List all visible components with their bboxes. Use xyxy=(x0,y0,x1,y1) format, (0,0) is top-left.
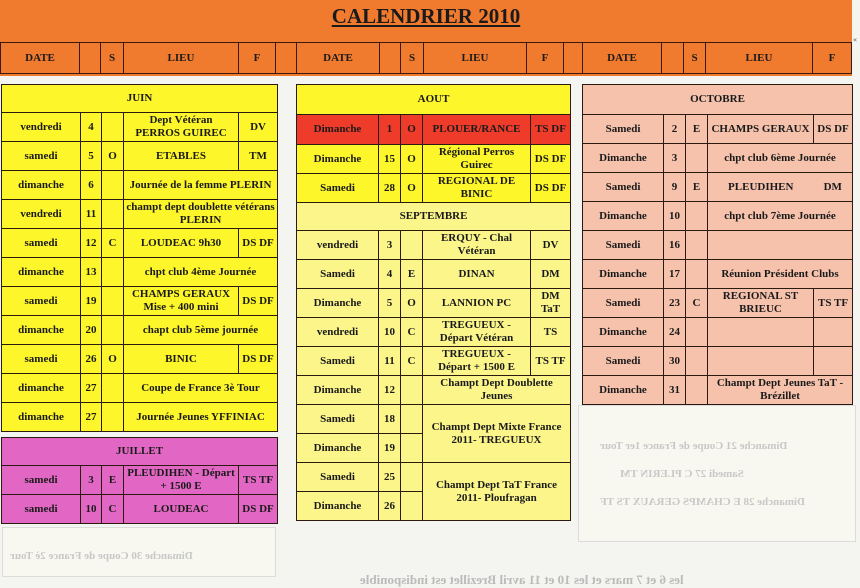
event-date: 3 xyxy=(379,231,401,260)
event-day: Samedi xyxy=(583,115,664,144)
event-lieu: Dept Vétéran PERROS GUIREC xyxy=(124,113,239,142)
event-lieu: Champt Dept Doublette Jeunes xyxy=(423,376,571,405)
header-blank-1 xyxy=(79,42,101,74)
event-lieu: Champt Dept Jeunes TaT - Brézillet xyxy=(708,376,853,405)
event-lieu xyxy=(708,231,853,260)
event-lieu xyxy=(708,318,814,347)
event-date: 3 xyxy=(664,144,686,173)
event-day: Samedi xyxy=(583,289,664,318)
event-date: 19 xyxy=(81,287,102,316)
header-date-1: DATE xyxy=(0,42,80,74)
event-s: C xyxy=(686,289,708,318)
event-lieu: Réunion Président Clubs xyxy=(708,260,853,289)
event-lieu: REGIONAL ST BRIEUC xyxy=(708,289,814,318)
event-date: 27 xyxy=(81,403,102,432)
event-row xyxy=(297,231,571,260)
event-date: 17 xyxy=(664,260,686,289)
event-day: Dimanche xyxy=(583,260,664,289)
event-day: Samedi xyxy=(297,463,379,492)
bleedthrough-text: Dimanche 28 E CHAMPS GERAUX TS TF xyxy=(600,496,805,508)
event-row xyxy=(297,463,571,492)
event-date: 1 xyxy=(379,115,401,145)
event-f: DS DF xyxy=(239,345,278,374)
event-row xyxy=(297,260,571,289)
event-s xyxy=(686,202,708,231)
event-s xyxy=(102,258,124,287)
event-s xyxy=(686,260,708,289)
event-row xyxy=(2,229,278,258)
event-date: 24 xyxy=(664,318,686,347)
event-lieu: chpt club 4ème Journée xyxy=(124,258,278,287)
event-day: dimanche xyxy=(2,374,81,403)
event-row xyxy=(2,258,278,287)
event-day: samedi xyxy=(2,142,81,171)
event-date: 10 xyxy=(664,202,686,231)
event-day: Samedi xyxy=(297,174,379,203)
event-f: DS DF xyxy=(531,174,571,203)
corner-mark: « xyxy=(853,35,857,44)
event-row xyxy=(2,495,278,524)
event-date: 5 xyxy=(81,142,102,171)
month-table-juin xyxy=(1,84,278,432)
event-day: Samedi xyxy=(297,347,379,376)
event-date: 2 xyxy=(664,115,686,144)
event-f xyxy=(814,318,853,347)
event-f: TS DF xyxy=(531,115,571,145)
event-s: C xyxy=(102,229,124,258)
event-row xyxy=(297,376,571,405)
event-row xyxy=(297,145,571,174)
month-heading: JUIN xyxy=(2,85,278,113)
event-day: dimanche xyxy=(2,171,81,200)
event-date: 11 xyxy=(379,347,401,376)
event-date: 25 xyxy=(379,463,401,492)
event-date: 12 xyxy=(379,376,401,405)
event-date: 20 xyxy=(81,316,102,345)
event-lieu: LANNION PC xyxy=(423,289,531,318)
month-heading: OCTOBRE xyxy=(583,85,853,115)
bleedthrough-text: Dimanche 21 Coupe de France 1er Tour xyxy=(600,440,788,452)
event-s xyxy=(102,316,124,345)
event-date: 31 xyxy=(664,376,686,405)
event-lieu: chpt club 7ème Journée xyxy=(708,202,853,231)
event-lieu: REGIONAL DE BINIC xyxy=(423,174,531,203)
event-row xyxy=(297,347,571,376)
event-lieu: BINIC xyxy=(124,345,239,374)
month-heading: JUILLET xyxy=(2,438,278,466)
header-blank-2 xyxy=(379,42,401,74)
event-s xyxy=(686,347,708,376)
event-date: 10 xyxy=(81,495,102,524)
event-date: 4 xyxy=(379,260,401,289)
event-f: TS TF xyxy=(239,466,278,495)
event-lieu: chapt club 5ème journée xyxy=(124,316,278,345)
event-f: TM xyxy=(239,142,278,171)
event-f: DS DF xyxy=(239,495,278,524)
event-row xyxy=(2,142,278,171)
event-date: 26 xyxy=(379,492,401,521)
month-heading: AOUT xyxy=(297,85,571,115)
event-date: 11 xyxy=(81,200,102,229)
header-lieu-3: LIEU xyxy=(705,42,813,74)
event-row xyxy=(2,316,278,345)
event-day: vendredi xyxy=(297,231,379,260)
header-s-3: S xyxy=(683,42,706,74)
event-f: DM xyxy=(531,260,571,289)
event-f: DV xyxy=(531,231,571,260)
event-day: Samedi xyxy=(583,347,664,376)
event-lieu xyxy=(708,347,814,376)
event-lieu: TREGUEUX - Départ + 1500 E xyxy=(423,347,531,376)
event-lieu: PLEUDIHEN xyxy=(708,173,814,202)
event-s xyxy=(686,318,708,347)
event-f: DS DF xyxy=(239,287,278,316)
event-f: TS TF xyxy=(814,289,853,318)
page-title: CALENDRIER 2010 xyxy=(331,4,521,28)
header-blank-3 xyxy=(661,42,684,74)
event-date: 19 xyxy=(379,434,401,463)
event-f: TS TF xyxy=(531,347,571,376)
event-s: O xyxy=(401,174,423,203)
event-lieu: CHAMPS GERAUX xyxy=(708,115,814,144)
event-s xyxy=(102,374,124,403)
event-row xyxy=(2,403,278,432)
header-f-2: F xyxy=(526,42,564,74)
month-table-octobre xyxy=(582,84,853,405)
header-lieu-1: LIEU xyxy=(123,42,239,74)
event-s xyxy=(102,403,124,432)
event-s: O xyxy=(102,142,124,171)
event-s xyxy=(686,231,708,260)
event-s xyxy=(401,376,423,405)
event-s xyxy=(401,492,423,521)
header-date-2: DATE xyxy=(296,42,380,74)
event-date: 10 xyxy=(379,318,401,347)
event-f: DS DF xyxy=(814,115,853,144)
event-s: O xyxy=(401,289,423,318)
event-date: 30 xyxy=(664,347,686,376)
event-lieu: champt dept doublette vétérans PLERIN xyxy=(124,200,278,229)
event-day: Dimanche xyxy=(583,144,664,173)
event-lieu: Journée de la femme PLERIN xyxy=(124,171,278,200)
event-row xyxy=(2,171,278,200)
header-lieu-2: LIEU xyxy=(423,42,527,74)
event-lieu: PLEUDIHEN - Départ + 1500 E xyxy=(124,466,239,495)
month-heading: SEPTEMBRE xyxy=(297,203,571,231)
event-s xyxy=(102,113,124,142)
event-day: samedi xyxy=(2,287,81,316)
event-date: 15 xyxy=(379,145,401,174)
event-row xyxy=(583,173,853,202)
event-lieu: LOUDEAC xyxy=(124,495,239,524)
event-row xyxy=(583,202,853,231)
event-date: 6 xyxy=(81,171,102,200)
header-date-3: DATE xyxy=(582,42,662,74)
header-s-1: S xyxy=(100,42,124,74)
month-table-juillet xyxy=(1,437,278,524)
event-row xyxy=(583,376,853,405)
header-s-2: S xyxy=(400,42,424,74)
event-date: 28 xyxy=(379,174,401,203)
event-day: dimanche xyxy=(2,403,81,432)
bleedthrough-text: Samedi 27 C PLERIN TM xyxy=(620,468,744,480)
event-s xyxy=(102,200,124,229)
event-row xyxy=(583,347,853,376)
header-f-1: F xyxy=(238,42,276,74)
header-f-3: F xyxy=(812,42,852,74)
event-day: Samedi xyxy=(297,260,379,289)
event-day: vendredi xyxy=(2,113,81,142)
event-f: TS xyxy=(531,318,571,347)
event-s xyxy=(686,144,708,173)
event-day: Dimanche xyxy=(583,376,664,405)
bleedthrough-text: Dimanche 30 Coupe de France 2è Tour xyxy=(10,550,193,562)
header-gap-1 xyxy=(275,42,297,74)
event-date: 27 xyxy=(81,374,102,403)
event-date: 12 xyxy=(81,229,102,258)
event-day: Dimanche xyxy=(583,318,664,347)
event-day: Samedi xyxy=(297,405,379,434)
event-row xyxy=(583,144,853,173)
event-day: samedi xyxy=(2,229,81,258)
event-row xyxy=(2,113,278,142)
event-f: DS DF xyxy=(239,229,278,258)
event-s: C xyxy=(102,495,124,524)
event-s xyxy=(401,231,423,260)
event-lieu: Champt Dept TaT France 2011- Ploufragan xyxy=(423,463,571,521)
event-day: vendredi xyxy=(297,318,379,347)
event-row xyxy=(583,289,853,318)
event-s: E xyxy=(686,115,708,144)
event-row xyxy=(2,200,278,229)
event-day: Samedi xyxy=(583,231,664,260)
event-s xyxy=(686,376,708,405)
event-date: 26 xyxy=(81,345,102,374)
event-day: Dimanche xyxy=(297,434,379,463)
event-row xyxy=(297,318,571,347)
event-date: 16 xyxy=(664,231,686,260)
event-row xyxy=(2,287,278,316)
event-s: C xyxy=(401,347,423,376)
event-date: 18 xyxy=(379,405,401,434)
event-day: samedi xyxy=(2,495,81,524)
bleedthrough-footer: les 6 et 7 mars et les 10 et 11 avril Brezillet est indisponible xyxy=(360,572,684,587)
event-s xyxy=(401,434,423,463)
event-day: Dimanche xyxy=(297,115,379,145)
event-s: E xyxy=(401,260,423,289)
event-day: Dimanche xyxy=(297,376,379,405)
event-s: E xyxy=(102,466,124,495)
event-day: Dimanche xyxy=(297,145,379,174)
event-day: dimanche xyxy=(2,316,81,345)
event-s xyxy=(102,287,124,316)
event-row xyxy=(583,260,853,289)
event-row xyxy=(2,466,278,495)
month-table-septembre xyxy=(296,202,571,521)
event-s: C xyxy=(401,318,423,347)
event-day: Dimanche xyxy=(297,289,379,318)
event-lieu: CHAMPS GERAUX Mise + 400 mini xyxy=(124,287,239,316)
event-day: vendredi xyxy=(2,200,81,229)
event-row xyxy=(583,115,853,144)
event-day: Samedi xyxy=(583,173,664,202)
event-f: DS DF xyxy=(531,145,571,174)
event-date: 4 xyxy=(81,113,102,142)
event-s xyxy=(401,405,423,434)
event-date: 23 xyxy=(664,289,686,318)
event-row xyxy=(297,174,571,203)
event-f: DM TaT xyxy=(531,289,571,318)
event-lieu: Coupe de France 3è Tour xyxy=(124,374,278,403)
event-date: 5 xyxy=(379,289,401,318)
event-day: Dimanche xyxy=(297,492,379,521)
event-s: O xyxy=(401,145,423,174)
event-f xyxy=(814,347,853,376)
event-lieu: Journée Jeunes YFFINIAC xyxy=(124,403,278,432)
event-s: O xyxy=(401,115,423,145)
event-day: samedi xyxy=(2,345,81,374)
event-row xyxy=(583,231,853,260)
header-gap-2 xyxy=(563,42,583,74)
event-row xyxy=(297,405,571,434)
event-lieu: ERQUY - Chal Vétéran xyxy=(423,231,531,260)
event-date: 13 xyxy=(81,258,102,287)
event-lieu: chpt club 6ème Journée xyxy=(708,144,853,173)
event-s: O xyxy=(102,345,124,374)
event-s xyxy=(401,463,423,492)
event-row xyxy=(2,345,278,374)
event-lieu: Régional Perros Guirec xyxy=(423,145,531,174)
event-lieu: LOUDEAC 9h30 xyxy=(124,229,239,258)
event-lieu: TREGUEUX - Départ Vétéran xyxy=(423,318,531,347)
event-day: samedi xyxy=(2,466,81,495)
event-lieu: PLOUER/RANCE xyxy=(423,115,531,145)
month-table-aout xyxy=(296,84,571,203)
event-row xyxy=(583,318,853,347)
event-f: DV xyxy=(239,113,278,142)
event-row xyxy=(2,374,278,403)
event-s xyxy=(102,171,124,200)
event-day: dimanche xyxy=(2,258,81,287)
event-day: Dimanche xyxy=(583,202,664,231)
event-lieu: DINAN xyxy=(423,260,531,289)
event-row-highlighted xyxy=(297,115,571,145)
event-row xyxy=(297,289,571,318)
event-f: DM xyxy=(814,173,853,202)
event-date: 3 xyxy=(81,466,102,495)
event-lieu: ETABLES xyxy=(124,142,239,171)
event-date: 9 xyxy=(664,173,686,202)
event-s: E xyxy=(686,173,708,202)
event-lieu: Champt Dept Mixte France 2011- TREGUEUX xyxy=(423,405,571,463)
